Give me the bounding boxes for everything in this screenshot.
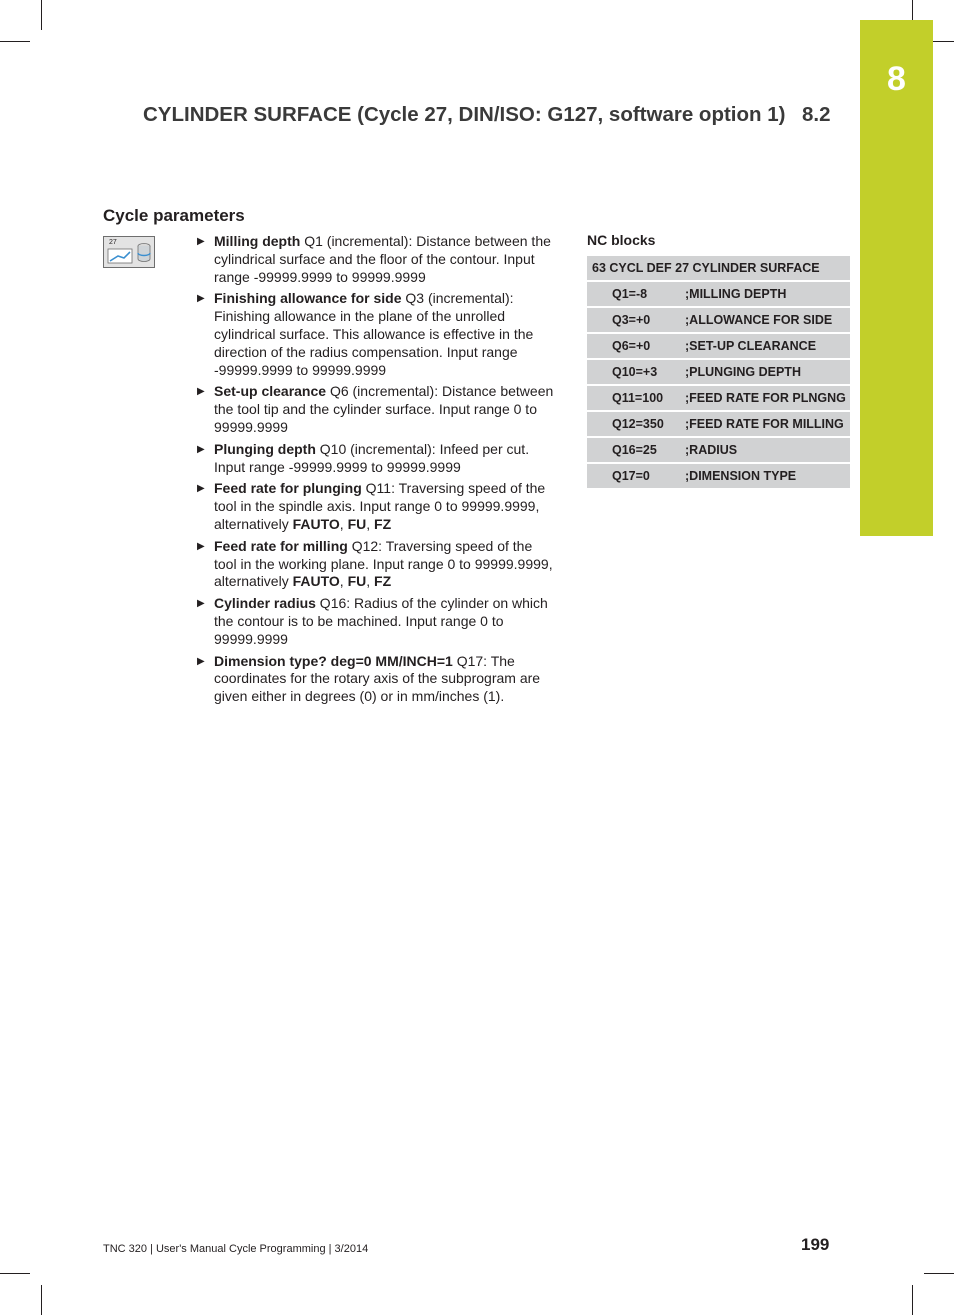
nc-parameter: Q1=-8 <box>612 287 648 301</box>
nc-comment: ;DIMENSION TYPE <box>685 469 797 483</box>
list-item <box>193 538 555 591</box>
table-row <box>587 360 850 386</box>
nc-parameter: Q17=0 <box>612 469 650 483</box>
nc-comment: ;MILLING DEPTH <box>685 287 787 301</box>
nc-comment: ;PLUNGING DEPTH <box>685 365 801 379</box>
nc-comment: ;FEED RATE FOR PLNGNG <box>685 391 846 405</box>
parameter-name: Milling depth <box>214 233 301 249</box>
separator: , <box>339 515 348 532</box>
parameter-description: Q3 (incremental): Finishing allowance in the plane of the unrolled cylindrical surface. This allowance is effective in the direction of the radius compensation. Input range -99999.9999 to 99999.9999 <box>214 290 534 378</box>
nc-parameter: Q16=25 <box>612 443 657 457</box>
nc-comment: ;RADIUS <box>685 443 738 457</box>
parameter-name: Feed rate for plunging <box>214 480 362 497</box>
crop-mark <box>41 1285 42 1315</box>
softkey-label: 27 <box>109 239 117 246</box>
crop-mark <box>924 1273 954 1274</box>
bullet-arrow-icon: ▶ <box>197 598 205 610</box>
list-item <box>193 233 555 286</box>
parameter-description: Q16: Radius of the cylinder on which the contour is to be machined. Input range 0 to 99999.9999 <box>214 595 548 647</box>
chapter-number: 8 <box>887 60 906 98</box>
option-fz: FZ <box>374 573 392 590</box>
nc-parameter: Q6=+0 <box>612 339 651 353</box>
table-row <box>587 386 850 412</box>
bullet-arrow-icon: ▶ <box>197 443 205 455</box>
separator: , <box>366 573 375 590</box>
list-item <box>193 595 555 648</box>
crop-mark <box>912 1285 913 1315</box>
chapter-tab <box>860 20 933 536</box>
parameter-description: Q12: Traversing speed of the tool in the working plane. Input range 0 to 99999.9999, alternatively <box>214 537 553 590</box>
nc-blocks-table <box>587 256 850 490</box>
crop-mark <box>0 41 30 42</box>
list-item <box>193 480 555 533</box>
parameter-name: Set-up clearance <box>214 383 327 400</box>
option-fu: FU <box>347 573 367 590</box>
bullet-arrow-icon: ▶ <box>197 483 205 495</box>
parameter-description: Q1 (incremental): Distance between the cylindrical surface and the floor of the contour. Input range -99999.9999 to 99999.9999 <box>214 233 551 285</box>
nc-header-row: 63 CYCL DEF 27 CYLINDER SURFACE <box>587 256 850 282</box>
parameter-name: Dimension type? deg=0 MM/INCH=1 <box>214 652 453 669</box>
separator: , <box>339 573 348 590</box>
nc-parameter: Q12=350 <box>612 417 664 431</box>
parameter-description: Q6 (incremental): Distance between the tool tip and the cylinder surface. Input range 0 to 99999.9999 <box>214 383 554 435</box>
table-row <box>587 464 850 490</box>
table-row <box>587 412 850 438</box>
table-row <box>587 308 850 334</box>
table-row <box>587 438 850 464</box>
nc-parameter: Q10=+3 <box>612 365 658 379</box>
crop-mark <box>0 1273 30 1274</box>
cylinder-surface-cycle-icon <box>103 236 155 268</box>
list-item <box>193 653 555 706</box>
parameter-description: Q10 (incremental): Infeed per cut. Input range -99999.9999 to 99999.9999 <box>214 440 530 475</box>
nc-comment: ;SET-UP CLEARANCE <box>685 339 817 353</box>
option-fauto: FAUTO <box>292 573 340 590</box>
footer-text: TNC 320 | User's Manual Cycle Programming | 3/2014 <box>103 1243 369 1255</box>
parameter-name: Plunging depth <box>214 440 316 457</box>
option-fauto: FAUTO <box>292 515 340 532</box>
nc-parameter: Q11=100 <box>612 391 664 405</box>
parameter-name: Finishing allowance for side <box>214 290 402 307</box>
table-row <box>587 334 850 360</box>
crop-mark <box>41 0 42 30</box>
option-fz: FZ <box>374 515 392 532</box>
bullet-arrow-icon: ▶ <box>197 655 205 667</box>
nc-parameter: Q3=+0 <box>612 313 651 327</box>
running-header-section: 8.2 <box>802 103 831 126</box>
parameter-description: Q17: The coordinates for the rotary axis of the subprogram are given either in degrees (0) or in mm/inches (1). <box>214 652 541 705</box>
table-row <box>587 282 850 308</box>
running-header-title: CYLINDER SURFACE (Cycle 27, DIN/ISO: G127, software option 1) <box>143 103 786 126</box>
separator: , <box>366 515 375 532</box>
parameter-description: Q11: Traversing speed of the tool in the spindle axis. Input range 0 to 99999.9999, alternatively <box>214 480 546 532</box>
nc-comment: ;FEED RATE FOR MILLING <box>685 417 844 431</box>
parameter-name: Feed rate for milling <box>214 537 348 554</box>
option-fu: FU <box>347 515 367 532</box>
parameter-name: Cylinder radius <box>214 595 316 612</box>
page-number: 199 <box>801 1235 830 1254</box>
nc-comment: ;ALLOWANCE FOR SIDE <box>685 313 833 327</box>
parameter-list <box>193 233 555 710</box>
list-item <box>193 290 555 379</box>
bullet-arrow-icon: ▶ <box>197 236 205 247</box>
section-heading: Cycle parameters <box>103 206 245 225</box>
nc-blocks-heading: NC blocks <box>587 232 656 248</box>
bullet-arrow-icon: ▶ <box>197 386 205 398</box>
list-item <box>193 383 555 436</box>
bullet-arrow-icon: ▶ <box>197 293 205 305</box>
bullet-arrow-icon: ▶ <box>197 540 205 552</box>
list-item <box>193 441 555 477</box>
